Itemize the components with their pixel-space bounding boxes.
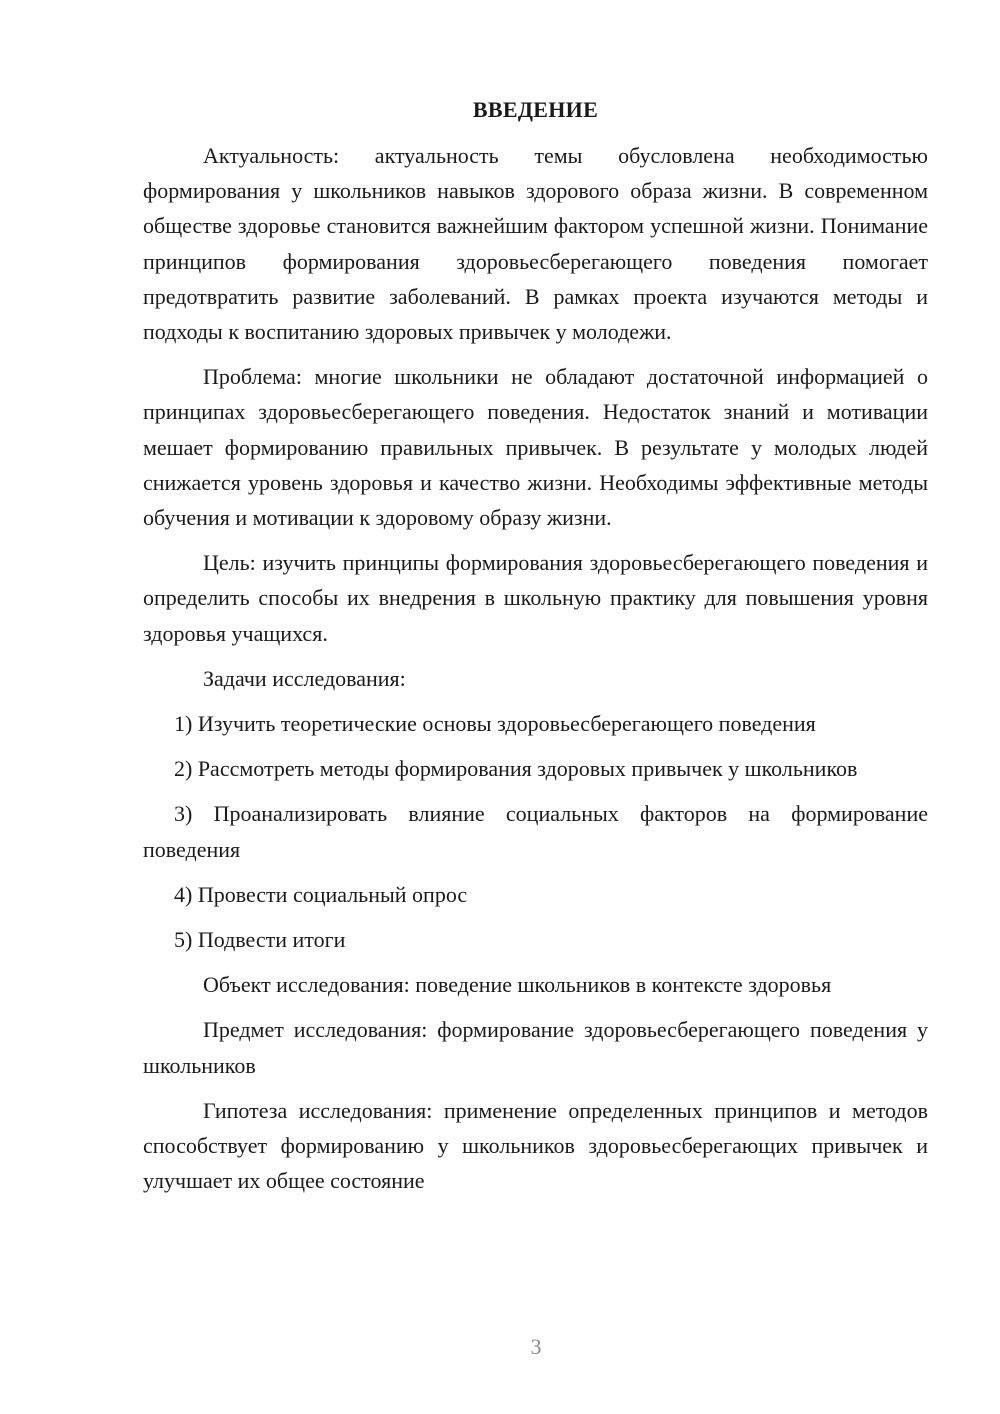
hypothesis-paragraph: Гипотеза исследования: применение определенных принципов и методов способствует формированию у школьников здоровьесберегающих привычек и улучшает их общее состояние xyxy=(143,1097,928,1194)
subject-paragraph: Предмет исследования: формирование здоровьесберегающего поведения у школьников xyxy=(143,1017,928,1078)
section-title: ВВЕДЕНИЕ xyxy=(472,97,599,122)
task-item-5: 5) Подвести итоги xyxy=(174,927,346,953)
object-paragraph: Объект исследования: поведение школьников в контексте здоровья xyxy=(203,972,832,998)
task-item-2: 2) Рассмотреть методы формирования здоровых привычек у школьников xyxy=(174,756,858,782)
tasks-heading: Задачи исследования: xyxy=(203,665,406,691)
task-item-3: 3) Проанализировать влияние социальных факторов на формирование поведения xyxy=(143,801,928,862)
goal-paragraph: Цель: изучить принципы формирования здоровьесберегающего поведения и определить способы их внедрения в школьную практику для повышения уровня здоровья учащихся. xyxy=(143,550,928,646)
page-number: 3 xyxy=(530,1334,542,1359)
page-content xyxy=(143,92,928,1208)
task-item-1: 1) Изучить теоретические основы здоровьесберегающего поведения xyxy=(174,711,816,737)
task-item-4: 4) Провести социальный опрос xyxy=(174,881,468,907)
problem-paragraph: Проблема: многие школьники не обладают достаточной информацией о принципах здоровьесберегающего поведения. Недостаток знаний и мотивации мешает формированию правильных привычек. В результате у молодых людей снижается уровень здоровья и качество жизни. Необходимы эффективные методы обучения и мотивации к здоровому образу жизни. xyxy=(143,364,928,531)
relevance-paragraph: Актуальность: актуальность темы обусловлена необходимостью формирования у школьников навыков здорового образа жизни. В современном обществе здоровье становится важнейшим фактором успешной жизни. Понимание принципов формирования здоровьесберегающего поведения помогает предотвратить развитие заболеваний. В рамках проекта изучаются методы и подходы к воспитанию здоровых привычек у молодежи. xyxy=(143,143,928,345)
